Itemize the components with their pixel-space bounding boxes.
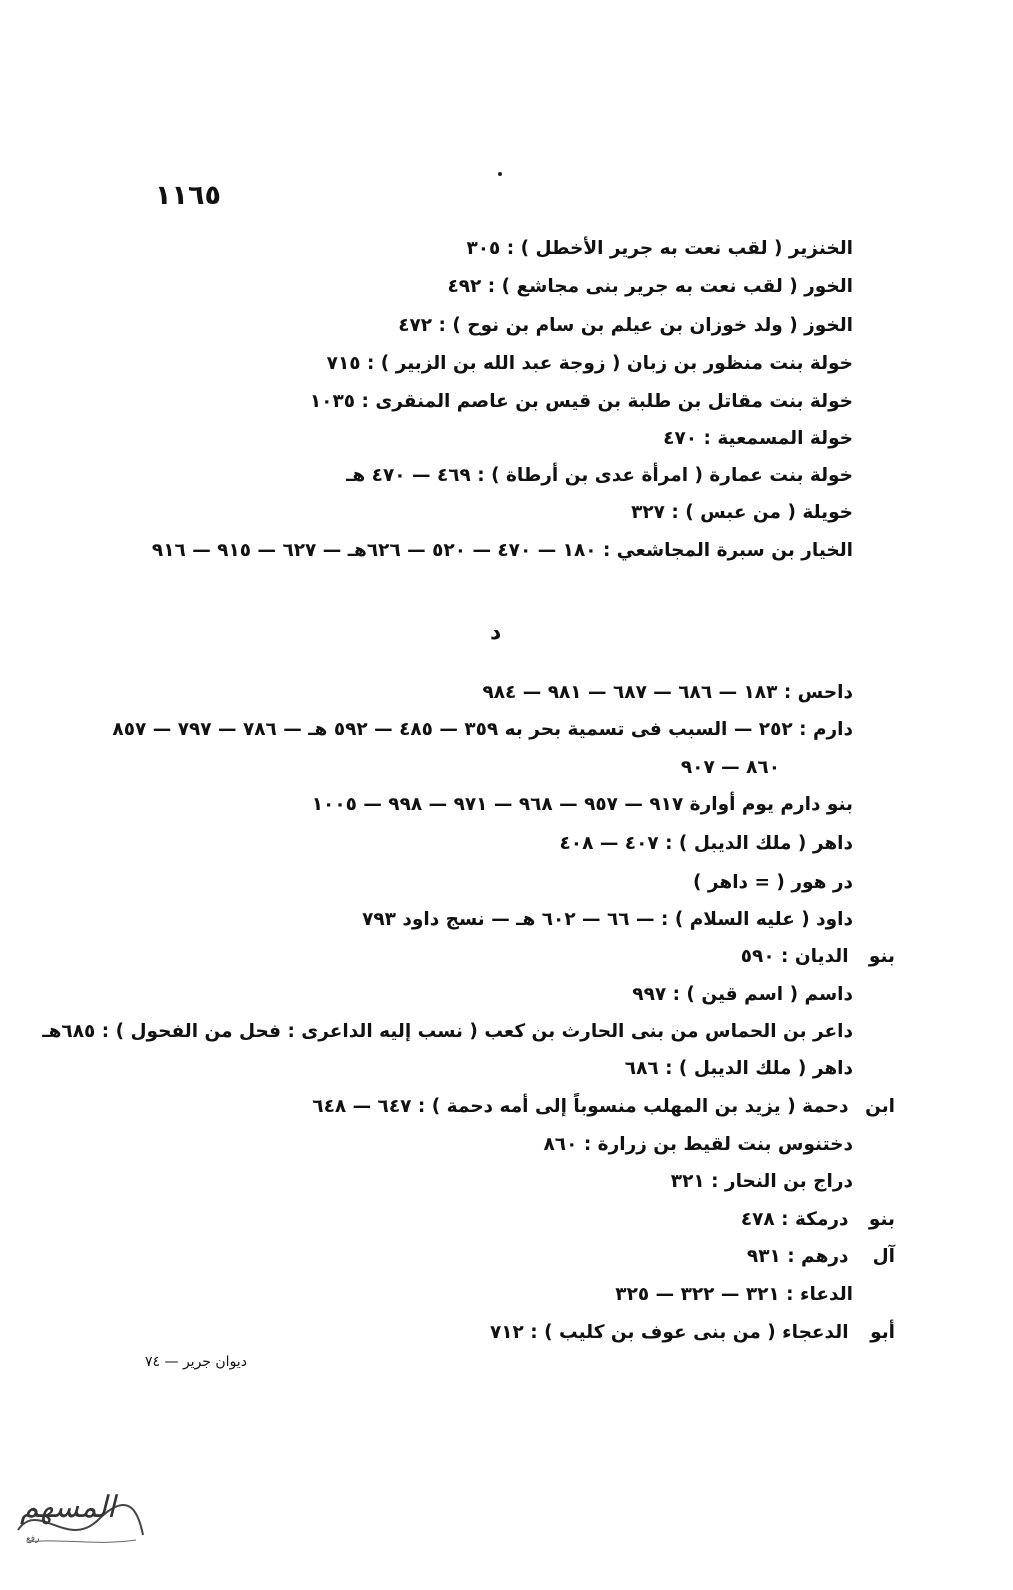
index-entry (42, 1019, 853, 1045)
index-entry: خويلة ( من عبس ) : ٣٢٧ (631, 502, 853, 523)
entry-text: دختنوس بنت لقيط بن زرارة : ٨٦٠ (543, 1134, 853, 1155)
entry-text: در هور ( = داهر ) (692, 872, 853, 893)
index-entry (490, 1320, 895, 1346)
index-entry (632, 982, 853, 1008)
watermark-text: المسهم (20, 1490, 116, 1525)
entry-text: داود ( عليه السلام ) : — ٦٦ — ٦٠٢ هـ — نسج داود ٧٩٣ (362, 909, 853, 930)
index-entry (671, 1169, 853, 1195)
footer-signature-note: ديوان جرير — ٧٤ (145, 1354, 247, 1370)
index-entry (312, 792, 853, 818)
index-entry-continuation (681, 755, 780, 781)
entry-text: درمكة : ٤٧٨ (740, 1209, 849, 1230)
entry-text: درهم : ٩٣١ (746, 1246, 849, 1267)
entry-prefix: ابن (865, 1096, 895, 1117)
index-entry: الخوز ( ولد خوزان بن عيلم بن سام بن نوح ) : ٤٧٢ (398, 315, 853, 336)
index-entry: الخيار بن سبرة المجاشعي : ١٨٠ — ٤٧٠ — ٥٢٠ — ٦٢٦هـ — ٦٢٧ — ٩١٥ — ٩١٦ (151, 540, 853, 561)
index-entry (362, 907, 853, 933)
section-letter: د (490, 620, 502, 645)
index-entry (544, 1132, 854, 1158)
index-entry (693, 870, 853, 896)
entry-prefix: بنو (868, 946, 895, 967)
index-entry (482, 680, 853, 706)
ink-dot (498, 172, 502, 176)
index-entry: خولة بنت منظور بن زبان ( زوجة عبد الله بن الزبير ) : ٧١٥ (326, 353, 853, 374)
entry-text: الدعجاء ( من بنى عوف بن كليب ) : ٧١٢ (489, 1322, 849, 1343)
entry-text: بنو دارم يوم أوارة ٩١٧ — ٩٥٧ — ٩٦٨ — ٩٧١ — ٩٩٨ — ١٠٠٥ (311, 794, 853, 815)
index-entry (625, 1056, 853, 1082)
index-entry (312, 1094, 895, 1120)
index-entry: خولة بنت عمارة ( امرأة عدى بن أرطاة ) : ٤٦٩ — ٤٧٠ هـ (346, 465, 853, 486)
watermark-logo (8, 1480, 148, 1560)
entry-text: دراج بن النحار : ٣٢١ (670, 1171, 853, 1192)
index-entry (741, 1207, 895, 1233)
entry-text: دارم : ٢٥٢ — السبب فى تسمية بحر به ٣٥٩ — ٤٨٥ — ٥٩٢ هـ — ٧٨٦ — ٧٩٧ — ٨٥٧ (112, 719, 853, 740)
entry-text: ٨٦٠ — ٩٠٧ (680, 757, 780, 778)
entry-prefix: بنو (868, 1209, 895, 1230)
entry-text: داهر ( ملك الديبل ) : ٤٠٧ — ٤٠٨ (559, 833, 853, 854)
index-entry (560, 831, 853, 857)
entry-prefix: أبو (870, 1322, 895, 1343)
entry-prefix: آل (872, 1246, 895, 1267)
entry-text: داحس : ١٨٣ — ٦٨٦ — ٦٨٧ — ٩٨١ — ٩٨٤ (482, 682, 853, 703)
index-entry: الخنزير ( لقب نعت به جرير الأخطل ) : ٣٠٥ (466, 238, 853, 259)
index-entry (615, 1282, 853, 1308)
page-number: ١١٦٥ (155, 180, 221, 211)
entry-text: الديان : ٥٩٠ (740, 946, 849, 967)
entry-text: داعر بن الحماس من بنى الحارث بن كعب ( نسب إليه الداعرى : فحل من الفحول ) : ٦٨٥هـ (42, 1021, 853, 1042)
watermark-subtext: رفع (26, 1534, 40, 1544)
entry-text: داسم ( اسم قين ) : ٩٩٧ (632, 984, 853, 1005)
entry-text: دحمة ( يزيد بن المهلب منسوباً إلى أمه دحمة ) : ٦٤٧ — ٦٤٨ (312, 1096, 849, 1117)
index-entry (741, 944, 895, 970)
index-entry: خولة المسمعية : ٤٧٠ (663, 428, 853, 449)
index-entry: الخور ( لقب نعت به جرير بنى مجاشع ) : ٤٩٢ (447, 276, 853, 297)
index-entry (747, 1244, 895, 1270)
entry-text: الدعاء : ٣٢١ — ٣٢٢ — ٣٢٥ (615, 1284, 853, 1305)
index-entry: خولة بنت مقاتل بن طلبة بن قيس بن عاصم المنقرى : ١٠٣٥ (309, 391, 853, 412)
index-entry (112, 717, 853, 743)
entry-text: داهر ( ملك الديبل ) : ٦٨٦ (624, 1058, 853, 1079)
